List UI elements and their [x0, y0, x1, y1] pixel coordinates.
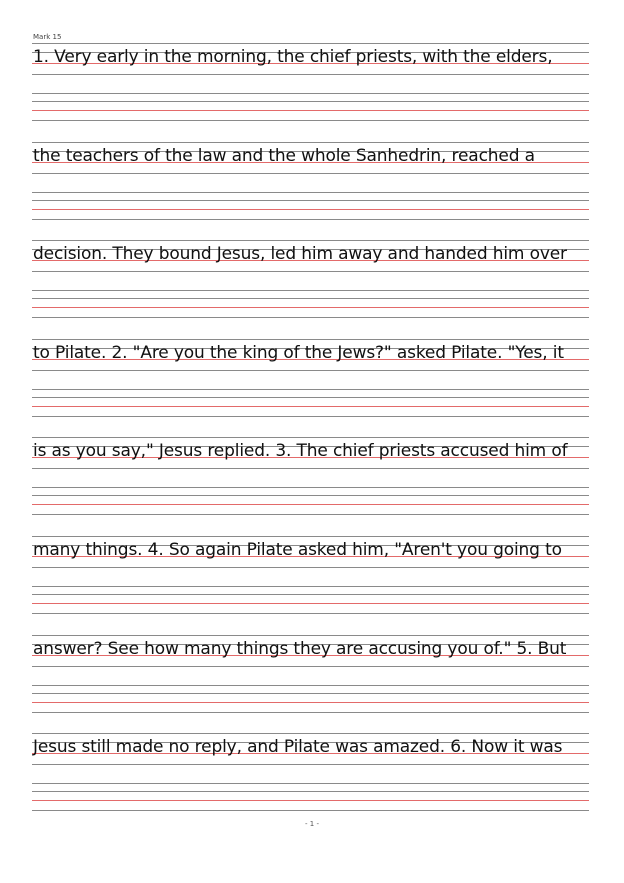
practice-text-line: is as you say," Jesus replied. 3. The chief priests accused him of [33, 441, 568, 461]
guide-line [32, 712, 589, 713]
practice-line-block [32, 536, 589, 616]
guide-line [32, 495, 589, 496]
guide-line [32, 142, 589, 143]
guide-line [32, 290, 589, 291]
practice-text-line: Jesus still made no reply, and Pilate was amazed. 6. Now it was [33, 737, 563, 757]
guide-line [32, 733, 589, 734]
guide-line [32, 397, 589, 398]
guide-line [32, 389, 589, 390]
guide-line [32, 514, 589, 515]
guide-line [32, 416, 589, 417]
guide-line [32, 666, 589, 667]
practice-line-block [32, 339, 589, 419]
red-guide-line [32, 603, 589, 604]
guide-line [32, 567, 589, 568]
guide-line [32, 74, 589, 75]
guide-line [32, 594, 589, 595]
page-header: Mark 15 [33, 33, 62, 41]
guide-line [32, 685, 589, 686]
practice-line-block [32, 43, 589, 123]
guide-line [32, 693, 589, 694]
guide-line [32, 783, 589, 784]
practice-text-line: decision. They bound Jesus, led him away and handed him over [33, 244, 567, 264]
red-guide-line [32, 406, 589, 407]
practice-line-block [32, 240, 589, 320]
red-guide-line [32, 800, 589, 801]
guide-line [32, 219, 589, 220]
guide-line [32, 101, 589, 102]
guide-line [32, 271, 589, 272]
guide-line [32, 43, 589, 44]
guide-line [32, 487, 589, 488]
practice-text-line: answer? See how many things they are accusing you of." 5. But [33, 639, 567, 659]
practice-text-line: many things. 4. So again Pilate asked him, "Aren't you going to [33, 540, 562, 560]
guide-line [32, 586, 589, 587]
guide-line [32, 635, 589, 636]
guide-line [32, 339, 589, 340]
guide-line [32, 613, 589, 614]
red-guide-line [32, 307, 589, 308]
practice-text-line: 1. Very early in the morning, the chief priests, with the elders, [33, 47, 553, 67]
practice-line-block [32, 142, 589, 222]
guide-line [32, 120, 589, 121]
guide-line [32, 240, 589, 241]
red-guide-line [32, 702, 589, 703]
guide-line [32, 810, 589, 811]
guide-line [32, 93, 589, 94]
guide-line [32, 200, 589, 201]
practice-line-block [32, 635, 589, 715]
page-number: - 1 - [305, 820, 319, 828]
guide-line [32, 317, 589, 318]
practice-line-block [32, 733, 589, 813]
practice-text-line: to Pilate. 2. "Are you the king of the Jews?" asked Pilate. "Yes, it [33, 343, 564, 363]
guide-line [32, 791, 589, 792]
practice-line-block [32, 437, 589, 517]
guide-line [32, 468, 589, 469]
guide-line [32, 764, 589, 765]
red-guide-line [32, 110, 589, 111]
guide-line [32, 298, 589, 299]
red-guide-line [32, 504, 589, 505]
red-guide-line [32, 209, 589, 210]
guide-line [32, 192, 589, 193]
guide-line [32, 536, 589, 537]
guide-line [32, 370, 589, 371]
guide-line [32, 437, 589, 438]
practice-text-line: the teachers of the law and the whole Sanhedrin, reached a [33, 146, 535, 166]
guide-line [32, 173, 589, 174]
